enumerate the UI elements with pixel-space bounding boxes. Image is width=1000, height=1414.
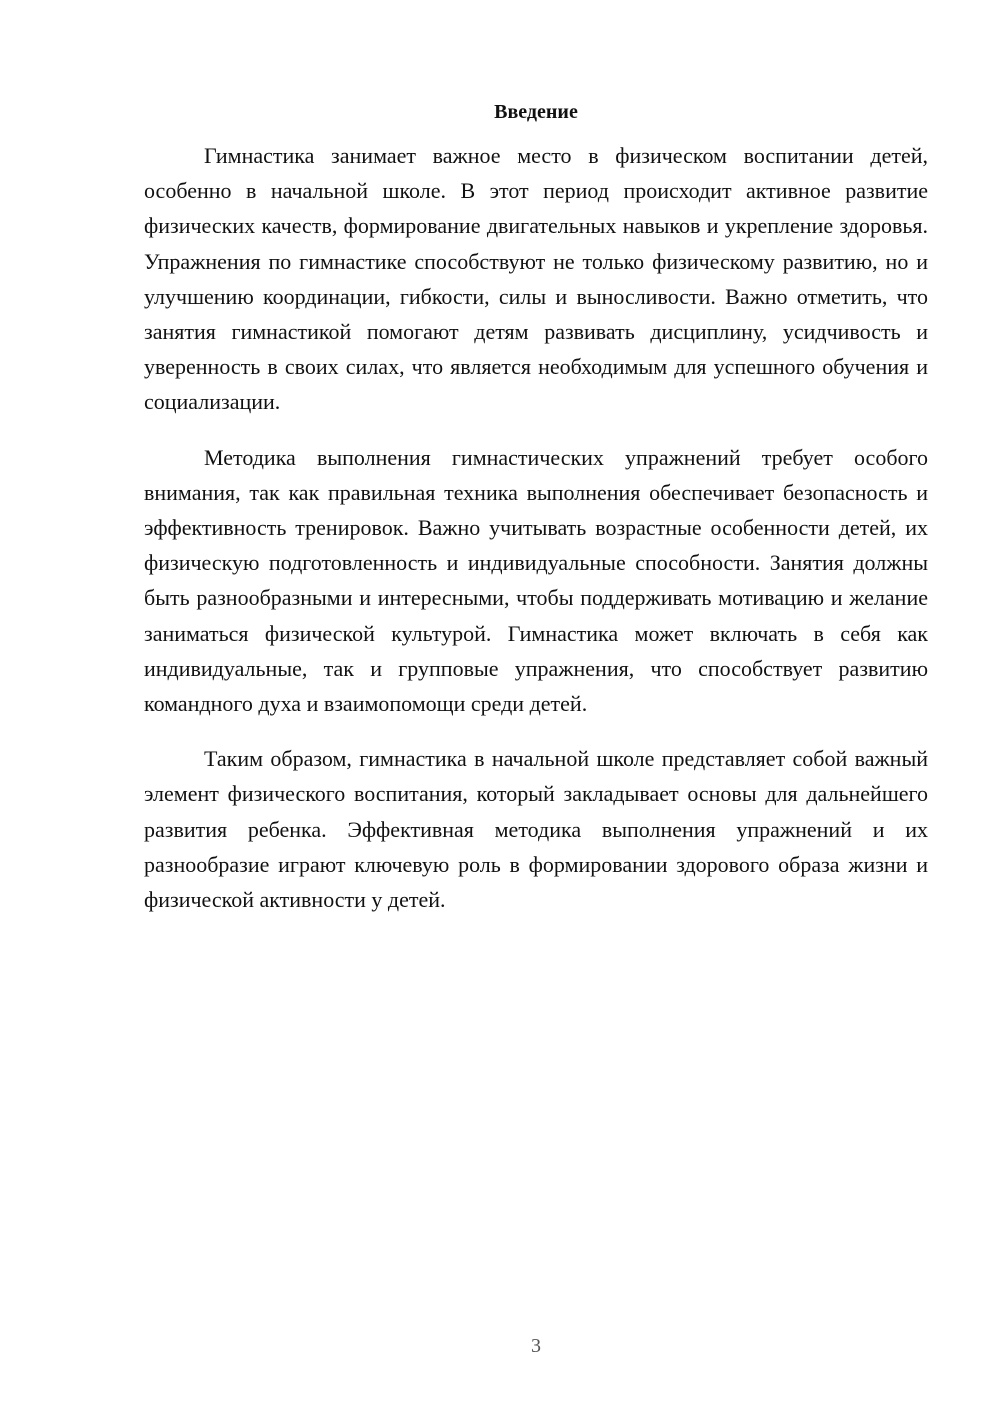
section-title: Введение (494, 101, 578, 123)
page-content (144, 96, 928, 917)
paragraph-1: Гимнастика занимает важное место в физическом воспитании детей, особенно в начальной школе. В этот период происходит активное развитие физических качеств, формирование двигательных навыков и укрепление здоровья. Упражнения по гимнастике способствуют не только физическому развитию, но и улучшению координации, гибкости, силы и выносливости. Важно отметить, что занятия гимнастикой помогают детям развивать дисциплину, усидчивость и уверенность в своих силах, что является необходимым для успешного обучения и социализации. (144, 143, 928, 415)
paragraph-2: Методика выполнения гимнастических упражнений требует особого внимания, так как правильная техника выполнения обеспечивает безопасность и эффективность тренировок. Важно учитывать возрастные особенности детей, их физическую подготовленность и индивидуальные способности. Занятия должны быть разнообразными и интересными, чтобы поддерживать мотивацию и желание заниматься физической культурой. Гимнастика может включать в себя как индивидуальные, так и групповые упражнения, что способствует развитию командного духа и взаимопомощи среди детей. (144, 444, 928, 717)
paragraph-3: Таким образом, гимнастика в начальной школе представляет собой важный элемент физического воспитания, который закладывает основы для дальнейшего развития ребенка. Эффективная методика выполнения упражнений и их разнообразие играют ключевую роль в формировании здорового образа жизни и физической активности у детей. (144, 746, 928, 913)
page-number: 3 (531, 1335, 541, 1357)
